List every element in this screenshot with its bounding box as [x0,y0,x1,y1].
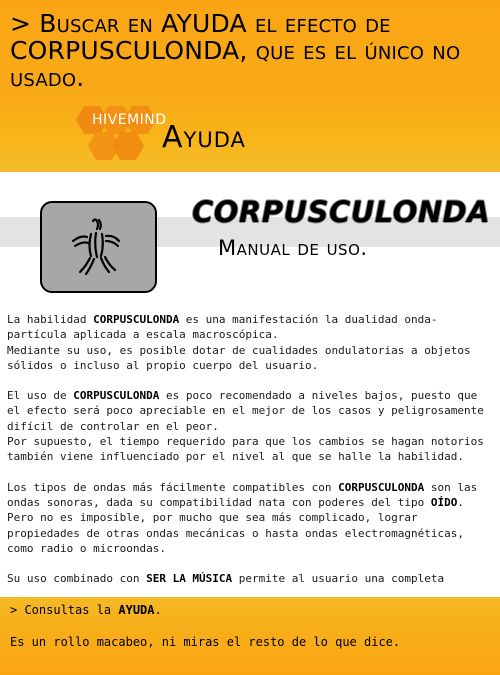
text-run: Los tipos de ondas más fácilmente compatibles con [7,480,339,494]
text-run: Su uso combinado con [7,572,147,586]
text-run: > Consultas la [10,603,119,617]
bottom-banner [0,597,500,675]
power-name: CORPUSCULONDA [192,195,491,229]
power-keyword: OÍDO [430,495,458,509]
help-paragraph [7,480,497,556]
result-detail: Es un rollo macabeo, ni miras el resto de lo que dice. [10,635,401,649]
power-subtitle: Manual de uso. [218,236,368,260]
help-body [7,312,497,598]
help-paragraph [7,571,497,586]
text-run: permite al usuario una completa [232,572,445,586]
power-keyword: SER LA MÚSICA [146,572,233,586]
power-keyword: CORPUSCULONDA [338,480,425,494]
section-title: Ayuda [162,120,246,155]
hivemind-logo-text: HIVEMIND [92,112,167,128]
text-run: son las ondas sonoras, dada su compatibilidad nata con poderes del tipo [7,480,478,509]
help-paragraph [7,388,497,464]
text-run: Por supuesto, el tiempo requerido para que los cambios se hagan notorios también viene influenciado por el nivel al que se halle la habilidad. [7,435,484,464]
text-run: La habilidad [7,313,94,326]
text-run: El uso de [7,389,74,403]
power-icon-box [40,201,157,293]
top-banner [0,0,500,172]
wave-particle-figure-icon [69,217,125,277]
text-run: Mediante su uso, es posible dotar de cualidades ondulatorias a objetos sólidos o incluso al propio cuerpo del usuario. [7,343,471,372]
text-run: Pero no es imposible, por mucho que sea más complicado, lograr propiedades de otras ondas mecánicas o hasta ondas electromagnéticas, como radio o microondas. [7,511,464,555]
result-keyword: AYUDA [118,603,155,617]
text-run: . [457,495,464,509]
power-keyword: CORPUSCULONDA [73,389,160,403]
text-run: es una manifestación la dualidad onda-partícula aplicada a escala macroscópica. [7,313,438,342]
text-run: es poco recomendado a niveles bajos, puesto que el efecto será poco apreciable en el mejor de los casos y peligrosamente difícil de controlar en el peor. [7,389,484,433]
power-keyword: CORPUSCULONDA [93,313,180,326]
help-paragraph [7,312,497,373]
task-prompt: > Buscar en AYUDA el efecto de CORPUSCULONDA, que es el único no usado. [10,9,461,92]
result-prompt [10,603,162,617]
text-run: . [154,603,162,617]
